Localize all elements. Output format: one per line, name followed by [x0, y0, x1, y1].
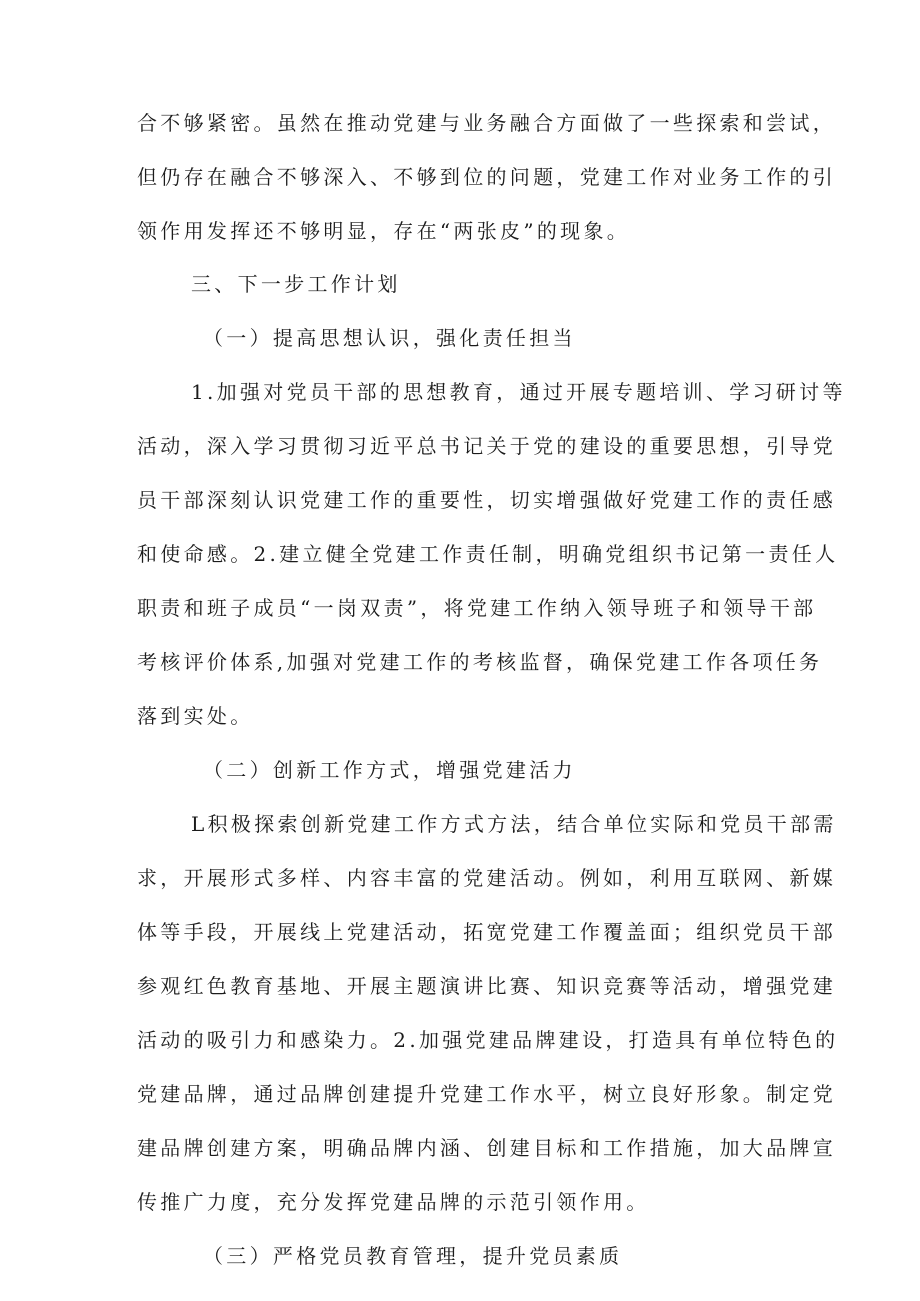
paragraph-line: 员干部深刻认识党建工作的重要性，切实增强做好党建工作的责任感 — [137, 488, 836, 512]
paragraph-line: 活动，深入学习贯彻习近平总书记关于党的建设的重要思想，引导党 — [137, 434, 836, 458]
paragraph-line: 和使命感。2.建立健全党建工作责任制，明确党组织书记第一责任人 — [137, 542, 839, 566]
subsection-heading: （三）严格党员教育管理，提升党员素质 — [203, 1244, 623, 1268]
section-heading: 三、下一步工作计划 — [191, 272, 401, 296]
subsection-heading: （二）创新工作方式，增强党建活力 — [203, 758, 576, 782]
paragraph-line: 党建品牌，通过品牌创建提升党建工作水平，树立良好形象。制定党 — [137, 1082, 836, 1106]
paragraph-line: 体等手段，开展线上党建活动，拓宽党建工作覆盖面；组织党员干部 — [137, 920, 836, 944]
paragraph-line: 但仍存在融合不够深入、不够到位的问题，党建工作对业务工作的引 — [137, 165, 836, 189]
paragraph-line: 合不够紧密。虽然在推动党建与业务融合方面做了一些探索和尝试， — [137, 111, 836, 135]
paragraph-line: 传推广力度，充分发挥党建品牌的示范引领作用。 — [137, 1190, 650, 1214]
paragraph-line: 求，开展形式多样、内容丰富的党建活动。例如，利用互联网、新媒 — [137, 866, 836, 890]
paragraph-line: 1.加强对党员干部的思想教育，通过开展专题培训、学习研讨等 — [191, 380, 846, 404]
paragraph-line: 职责和班子成员“一岗双责”，将党建工作纳入领导班子和领导干部 — [137, 596, 817, 620]
paragraph-line: 建品牌创建方案，明确品牌内涵、创建目标和工作措施，加大品牌宣 — [137, 1136, 836, 1160]
paragraph-line: 参观红色教育基地、开展主题演讲比赛、知识竞赛等活动，增强党建 — [137, 974, 836, 998]
subsection-heading: （一）提高思想认识，强化责任担当 — [203, 326, 576, 350]
paragraph-line: 考核评价体系,加强对党建工作的考核监督，确保党建工作各项任务 — [137, 650, 823, 674]
paragraph-line: 落到实处。 — [137, 704, 254, 728]
paragraph-line: L积极探索创新党建工作方式方法，结合单位实际和党员干部需 — [191, 812, 837, 836]
paragraph-line: 活动的吸引力和感染力。2.加强党建品牌建设，打造具有单位特色的 — [137, 1028, 839, 1052]
paragraph-line: 领作用发挥还不够明显，存在“两张皮”的现象。 — [137, 219, 631, 243]
